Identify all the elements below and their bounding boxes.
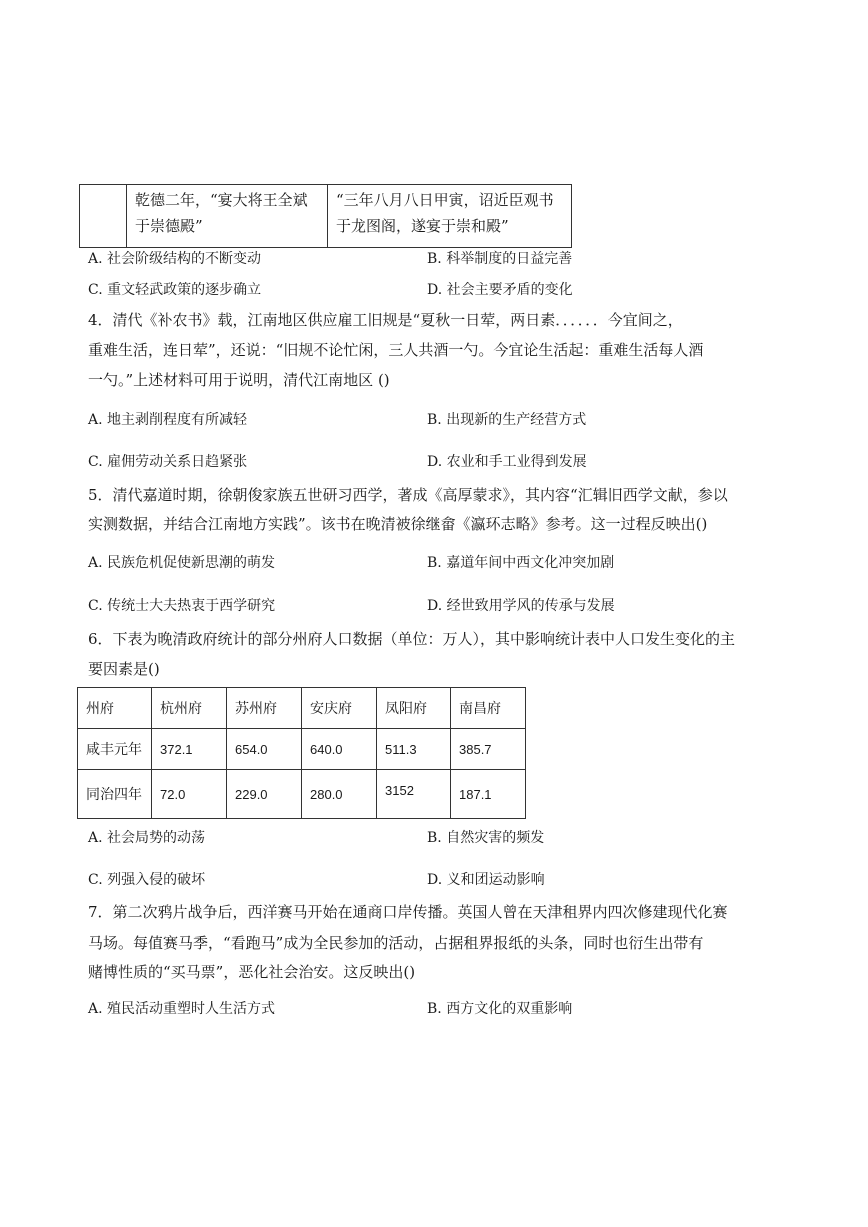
table-header-cell: 南昌府 <box>451 688 526 729</box>
q6-stem-line: 要因素是() <box>88 660 160 678</box>
q7-option-b: B. 西方文化的双重影响 <box>427 1001 573 1017</box>
q4-option-a: A. 地主剥削程度有所减轻 <box>88 412 248 428</box>
q4-stem-line: 一勺。”上述材料可用于说明，清代江南地区 () <box>88 371 390 389</box>
table-cell: 72.0 <box>152 770 227 819</box>
q6-option-b: B. 自然灾害的频发 <box>427 830 545 846</box>
q3-option-b: B. 科举制度的日益完善 <box>427 251 573 267</box>
q5-stem-line: 5．清代嘉道时期，徐朝俊家族五世研习西学，著成《高厚蒙求》，其内容“汇辑旧西学文献，参以 <box>88 486 728 504</box>
table-cell: 385.7 <box>451 729 526 770</box>
q5-option-b: B. 嘉道年间中西文化冲突加剧 <box>427 555 615 571</box>
q4-option-c: C. 雇佣劳动关系日趋紧张 <box>88 454 248 470</box>
table-cell: 511.3 <box>377 729 451 770</box>
table-cell: 372.1 <box>152 729 227 770</box>
q4-stem-line: 4．清代《补农书》载，江南地区供应雇工旧规是“夏秋一日荤，两日素．．．．．．今宜间之， <box>88 311 683 329</box>
table-cell: 同治四年 <box>78 770 152 819</box>
q6-option-c: C. 列强入侵的破坏 <box>88 872 206 888</box>
table-cell: 咸丰元年 <box>78 729 152 770</box>
table-header-cell: 苏州府 <box>227 688 302 729</box>
table-header-cell: 杭州府 <box>152 688 227 729</box>
q5-option-c: C. 传统士大夫热衷于西学研究 <box>88 598 276 614</box>
table-cell: 187.1 <box>451 770 526 819</box>
table-cell: 654.0 <box>227 729 302 770</box>
table-row <box>78 770 526 819</box>
table-row <box>78 729 526 770</box>
q6-option-d: D. 义和团运动影响 <box>427 872 545 888</box>
table-cell: 640.0 <box>302 729 377 770</box>
q5-option-a: A. 民族危机促使新思潮的萌发 <box>88 555 276 571</box>
q3-option-a: A. 社会阶级结构的不断变动 <box>88 251 262 267</box>
table-cell: 3152 <box>377 770 451 819</box>
q4-option-d: D. 农业和手工业得到发展 <box>427 454 587 470</box>
q3-option-c: C. 重文轻武政策的逐步确立 <box>88 282 262 298</box>
table-cell <box>80 185 127 248</box>
table-cell: “三年八月八日甲寅，诏近臣观书于龙图阁，遂宴于崇和殿” <box>328 185 572 248</box>
q6-option-a: A. 社会局势的动荡 <box>88 830 206 846</box>
table-cell: 229.0 <box>227 770 302 819</box>
q3-comparison-table <box>79 184 572 248</box>
table-header-cell: 州府 <box>78 688 152 729</box>
table-cell: 280.0 <box>302 770 377 819</box>
table-header-cell: 凤阳府 <box>377 688 451 729</box>
table-header-row <box>78 688 526 729</box>
q7-option-a: A. 殖民活动重塑时人生活方式 <box>88 1001 276 1017</box>
q4-option-b: B. 出现新的生产经营方式 <box>427 412 587 428</box>
q4-stem-line: 重难生活，连日荤”，还说：“旧规不论忙闲，三人共酒一勺。今宜论生活起：重难生活每人酒 <box>88 341 704 359</box>
q7-stem-line: 马场。每值赛马季，“看跑马”成为全民参加的活动，占据租界报纸的头条，同时也衍生出带有 <box>88 934 704 952</box>
q7-stem-line: 赌博性质的“买马票”，恶化社会治安。这反映出() <box>88 963 416 981</box>
q6-stem-line: 6．下表为晚清政府统计的部分州府人口数据（单位：万人），其中影响统计表中人口发生变化的主 <box>88 630 736 648</box>
q5-option-d: D. 经世致用学风的传承与发展 <box>427 598 615 614</box>
population-table <box>77 687 526 819</box>
q7-stem-line: 7．第二次鸦片战争后，西洋赛马开始在通商口岸传播。英国人曾在天津租界内四次修建现代化赛 <box>88 903 728 921</box>
q3-option-d: D. 社会主要矛盾的变化 <box>427 282 573 298</box>
q5-stem-line: 实测数据，并结合江南地方实践”。该书在晚清被徐继畲《瀛环志略》参考。这一过程反映出() <box>88 515 708 533</box>
table-cell: 乾德二年，“宴大将王全斌于崇德殿” <box>127 185 328 248</box>
table-header-cell: 安庆府 <box>302 688 377 729</box>
